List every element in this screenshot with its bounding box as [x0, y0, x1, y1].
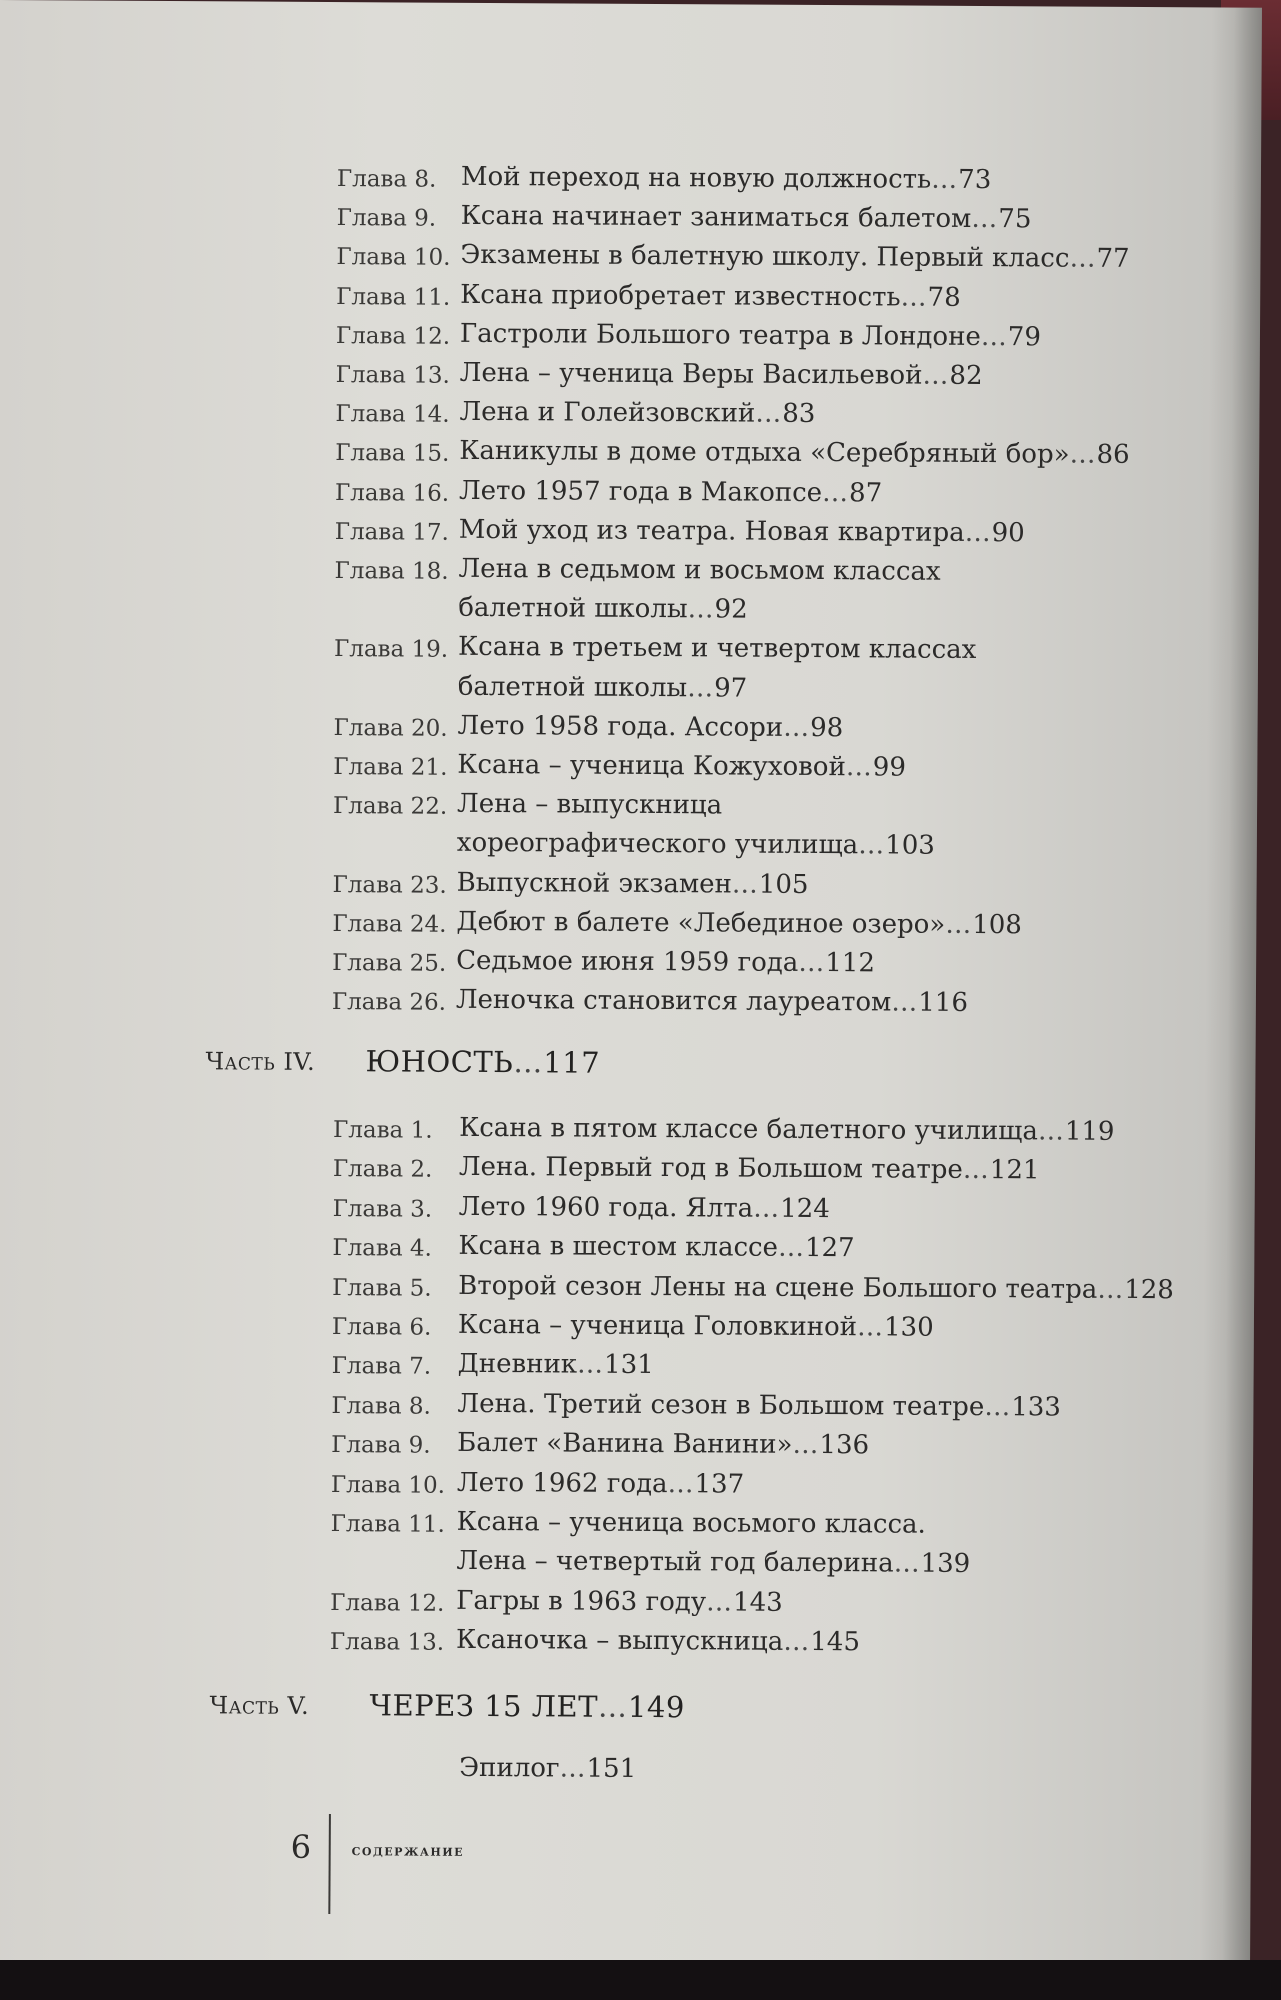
chapter-page: 86: [1096, 440, 1130, 471]
chapter-title-line: Ксана в пятом классе балетного училища…119: [459, 1112, 1115, 1147]
chapter-title-line: Дебют в балете «Лебединое озеро»…108: [456, 906, 1022, 941]
leader-ellipsis: …: [962, 1155, 990, 1186]
chapter-title-line: Ксана – ученица Кожуховой…99: [457, 749, 907, 783]
chapter-page: 77: [1096, 244, 1130, 275]
leader-ellipsis: …: [783, 1627, 811, 1658]
chapter-number: Глава 24.: [332, 910, 447, 938]
chapter-page: 133: [1011, 1392, 1061, 1423]
chapter-number: Глава 4.: [332, 1235, 432, 1262]
chapter-title-line: Ксаночка – выпускница…145: [455, 1625, 861, 1658]
chapter-title-line: Лена – выпускница: [457, 788, 723, 821]
chapter-title-line: Лена. Первый год в Большом театре…121: [458, 1152, 1040, 1186]
leader-ellipsis: …: [984, 1391, 1012, 1423]
chapter-page: 130: [883, 1312, 934, 1343]
chapter-page: 83: [782, 398, 816, 430]
chapter-number: Глава 18.: [334, 558, 449, 585]
chapter-number: Глава 6.: [331, 1314, 432, 1341]
footer-divider: [328, 1814, 331, 1914]
chapter-title-line: Ксана в шестом классе…127: [458, 1231, 855, 1264]
chapter-title-line: Гастроли Большого театра в Лондоне…79: [459, 318, 1042, 353]
chapter-title-line: балетной школы…97: [457, 671, 748, 704]
chapter-page: 137: [694, 1468, 745, 1500]
chapter-title-line: Ксана начинает заниматься балетом…75: [460, 201, 1032, 235]
chapter-page: 82: [949, 360, 983, 392]
chapter-page: 143: [732, 1587, 783, 1618]
chapter-page: 103: [885, 830, 935, 862]
chapter-page: 136: [819, 1430, 870, 1461]
chapter-title-line: Ксана в третьем и четвертом классах: [457, 632, 977, 666]
chapter-title-line: Гагры в 1963 году…143: [456, 1585, 783, 1618]
leader-ellipsis: …: [891, 987, 919, 1018]
leader-ellipsis: …: [777, 1232, 806, 1264]
chapter-number: Глава 14.: [335, 401, 450, 428]
leader-ellipsis: …: [667, 1468, 695, 1499]
chapter-page: 90: [991, 517, 1025, 549]
chapter-number: Глава 11.: [336, 283, 451, 311]
chapter-page: 131: [603, 1350, 654, 1381]
chapter-title-line: Балет «Ванина Ванини»…136: [457, 1428, 870, 1461]
chapter-page: 128: [1124, 1274, 1175, 1305]
chapter-page: 127: [804, 1233, 855, 1264]
chapter-page: 92: [714, 594, 748, 625]
leader-ellipsis: …: [931, 164, 959, 195]
chapter-number: Глава 12.: [330, 1589, 445, 1617]
chapter-title-line: Седьмое июня 1959 года…112: [456, 945, 876, 979]
chapter-title-line: Дневник…131: [457, 1349, 654, 1381]
part-title: ЮНОСТЬ…117: [365, 1044, 601, 1080]
leader-ellipsis: …: [783, 712, 811, 743]
chapter-title-line: Экзамены в балетную школу. Первый класс…77: [460, 240, 1130, 275]
chapter-title-line: Лето 1958 года. Ассори…98: [457, 710, 844, 743]
chapter-number: Глава 25.: [332, 950, 447, 977]
chapter-page: 116: [918, 987, 969, 1019]
leader-ellipsis: …: [798, 947, 826, 979]
leader-ellipsis: …: [945, 909, 973, 940]
chapter-title-line: Ксана приобретает известность…78: [460, 279, 961, 313]
chapter-page: 78: [927, 282, 961, 313]
leader-ellipsis: …: [922, 360, 950, 391]
leader-ellipsis: …: [705, 1587, 734, 1618]
chapter-number: Глава 13.: [329, 1629, 445, 1656]
chapter-page: 79: [1007, 321, 1042, 353]
chapter-title-line: Леночка становится лауреатом…116: [455, 984, 969, 1019]
chapter-number: Глава 3.: [332, 1195, 433, 1223]
chapter-page: 87: [848, 477, 883, 508]
page-edge-shadow: [1222, 8, 1262, 1968]
leader-ellipsis: …: [900, 282, 928, 313]
chapter-number: Глава 11.: [330, 1511, 445, 1538]
chapter-number: Глава 8.: [331, 1392, 431, 1420]
chapter-page: 139: [920, 1549, 971, 1580]
leader-ellipsis: …: [1069, 243, 1097, 275]
chapter-number: Глава 19.: [333, 636, 449, 664]
leader-ellipsis: …: [856, 1312, 885, 1343]
chapter-title-line: Лена и Голейзовский…83: [459, 397, 816, 430]
chapter-title-line: Ксана – ученица восьмого класса.: [456, 1506, 926, 1540]
chapter-page: 98: [810, 712, 844, 743]
chapter-title-line: Каникулы в доме отдыха «Серебряный бор»…86: [459, 436, 1130, 471]
chapter-title-line: Лето 1960 года. Ялта…124: [458, 1191, 830, 1224]
leader-ellipsis: …: [731, 869, 759, 900]
chapter-title-line: Выпускной экзамен…105: [456, 867, 809, 900]
chapter-title-line: балетной школы…92: [458, 592, 748, 625]
chapter-title-line: Ксана – ученица Головкиной…130: [457, 1309, 934, 1343]
chapter-number: Глава 13.: [335, 362, 450, 389]
chapter-title-line: Второй сезон Лены на сцене Большого театра…128: [458, 1270, 1175, 1305]
chapter-page: 73: [958, 164, 992, 196]
chapter-title-line: Мой переход на новую должность…73: [460, 161, 992, 196]
chapter-number: Глава 5.: [332, 1274, 432, 1302]
chapter-page: 97: [714, 672, 748, 704]
chapter-title-line: Лена в седьмом и восьмом классах: [458, 553, 941, 587]
chapter-number: Глава 20.: [333, 714, 448, 742]
chapter-title-line: Лена. Третий сезон в Большом театре…133: [457, 1388, 1061, 1423]
leader-ellipsis: …: [821, 477, 850, 508]
leader-ellipsis: …: [893, 1548, 921, 1580]
leader-ellipsis: …: [1037, 1116, 1065, 1147]
chapter-number: Глава 22.: [333, 793, 448, 820]
chapter-page: 112: [825, 948, 876, 979]
chapter-number: Глава 23.: [332, 871, 447, 899]
running-footer-label: содержание: [351, 1840, 465, 1860]
leader-ellipsis: …: [971, 204, 999, 235]
chapter-page: 121: [989, 1155, 1040, 1186]
leader-ellipsis: …: [1069, 439, 1097, 471]
page-number: 6: [290, 1827, 312, 1866]
leader-ellipsis: …: [964, 517, 992, 548]
chapter-number: Глава 21.: [333, 754, 448, 781]
chapter-number: Глава 9.: [336, 205, 437, 232]
chapter-page: 124: [780, 1193, 830, 1224]
chapter-title-line: Лена – четвертый год балерина…139: [456, 1546, 971, 1580]
chapter-page: 108: [972, 909, 1022, 941]
leader-ellipsis: …: [858, 830, 886, 861]
chapter-page: 75: [998, 204, 1032, 235]
chapter-page: 119: [1064, 1116, 1115, 1147]
chapter-number: Глава 16.: [334, 479, 450, 507]
chapter-number: Глава 26.: [331, 989, 447, 1016]
chapter-number: Глава 7.: [331, 1353, 432, 1381]
leader-ellipsis: …: [753, 1193, 781, 1224]
chapter-number: Глава 17.: [334, 518, 449, 546]
leader-ellipsis: …: [755, 398, 783, 429]
chapter-number: Глава 1.: [333, 1117, 433, 1144]
chapter-number: Глава 9.: [331, 1432, 431, 1459]
leader-ellipsis: …: [687, 594, 715, 625]
leader-ellipsis: …: [1097, 1274, 1125, 1305]
chapter-number: Глава 15.: [335, 440, 450, 468]
leader-ellipsis: …: [576, 1349, 605, 1381]
chapter-title-line: Лена – ученица Веры Васильевой…82: [459, 357, 983, 392]
leader-ellipsis: …: [845, 752, 873, 783]
chapter-page: 105: [758, 869, 809, 900]
chapter-number: Глава 10.: [336, 244, 451, 272]
entry-title: Эпилог…151: [459, 1752, 637, 1784]
bottom-background: [0, 1960, 1281, 2000]
leader-ellipsis: …: [792, 1430, 820, 1461]
chapter-number: Глава 8.: [336, 166, 437, 193]
leader-ellipsis: …: [687, 672, 715, 703]
chapter-number: Глава 10.: [330, 1471, 446, 1499]
chapter-page: 99: [872, 752, 907, 783]
chapter-title-line: Мой уход из театра. Новая квартира…90: [458, 514, 1025, 549]
part-title: ЧЕРЕЗ 15 ЛЕТ…149: [369, 1688, 685, 1725]
chapter-title-line: хореографического училища…103: [456, 828, 935, 862]
chapter-title-line: Лето 1962 года…137: [456, 1467, 745, 1500]
chapter-page: 145: [810, 1627, 861, 1658]
leader-ellipsis: …: [980, 321, 1008, 352]
part-number: Часть V.: [209, 1691, 310, 1720]
chapter-number: Глава 12.: [335, 322, 451, 350]
chapter-title-line: Лето 1957 года в Макопсе…87: [458, 475, 883, 508]
part-number: Часть IV.: [205, 1047, 316, 1076]
chapter-number: Глава 2.: [332, 1156, 433, 1184]
